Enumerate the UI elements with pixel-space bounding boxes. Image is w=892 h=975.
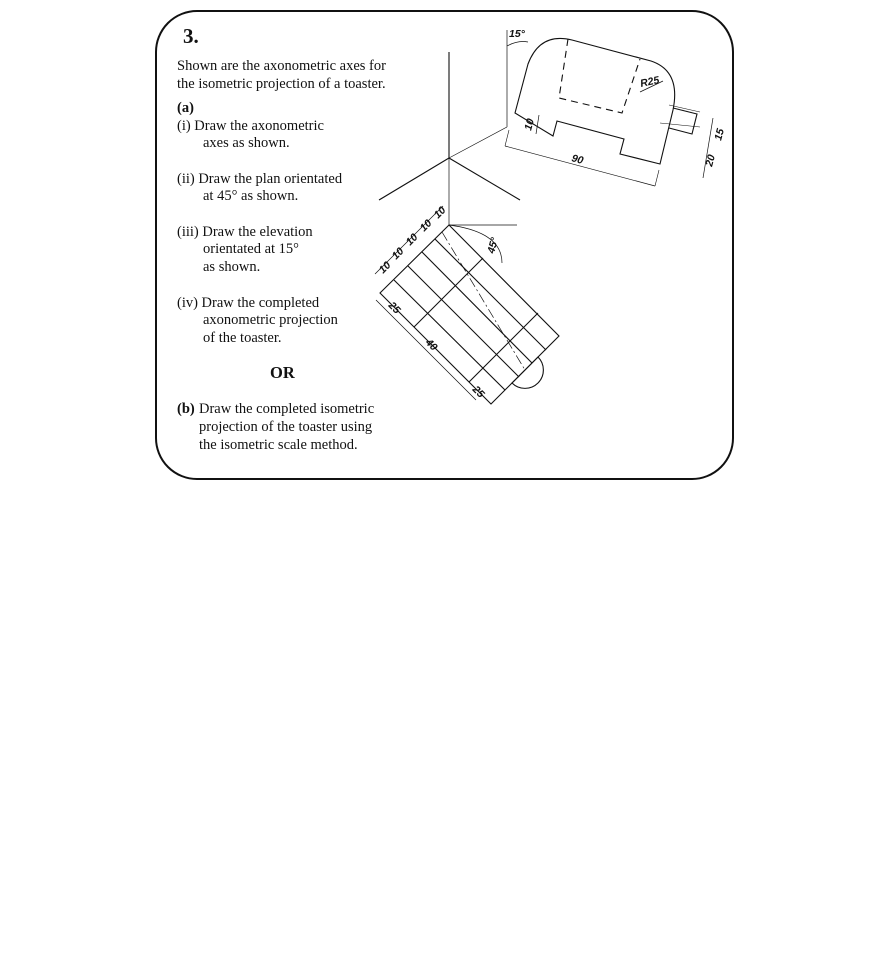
- or-label: OR: [270, 363, 295, 382]
- right-axis: [449, 158, 520, 200]
- part-b-line-3: the isometric scale method.: [199, 437, 358, 453]
- elevation-reference-line: [449, 127, 507, 158]
- lever-outline: [669, 108, 697, 134]
- lever-semicircle: [512, 357, 543, 388]
- part-b-label: (b): [177, 401, 195, 417]
- step-3-line-1: (iii) Draw the elevation: [177, 224, 313, 240]
- part-b-line-2: projection of the toaster using: [199, 419, 373, 435]
- step-2-line-2: at 45° as shown.: [203, 188, 299, 204]
- angle-arc-15: [507, 42, 528, 47]
- plan-centre-line: [442, 232, 525, 370]
- slot-dim-3: 10: [403, 231, 421, 249]
- axonometric-axes: [379, 52, 520, 225]
- question-number: 3.: [183, 24, 199, 48]
- elevation-angle-label: 15°: [509, 28, 525, 40]
- part-a-label: (a): [177, 100, 194, 116]
- slot-dim-5: 10: [431, 204, 449, 222]
- intro-line-1: Shown are the axonometric axes for: [177, 58, 386, 74]
- toaster-plan: [375, 206, 559, 404]
- step-1-line-1: (i) Draw the axonometric: [177, 118, 324, 134]
- step-4-line-3: of the toaster.: [203, 330, 282, 346]
- intro-line-2: the isometric projection of a toaster.: [177, 76, 386, 92]
- plan-angle-label: 45°: [485, 236, 502, 255]
- plan-dim-25-a: 25: [385, 299, 403, 317]
- slot-dim-4: 10: [417, 217, 435, 235]
- slot-dim-2: 10: [389, 245, 407, 263]
- part-b-line-1: Draw the completed isometric: [199, 401, 375, 417]
- step-3-line-3: as shown.: [203, 259, 261, 275]
- elevation-dim-90: 90: [570, 152, 585, 167]
- step-3-line-2: orientated at 15°: [203, 241, 299, 257]
- toaster-outline: [515, 38, 675, 164]
- plan-outline: [380, 225, 559, 404]
- radius-label: R25: [639, 74, 661, 90]
- plan-dim-40: 40: [422, 336, 440, 354]
- dimension-line-15-20: [703, 118, 713, 178]
- left-axis: [379, 158, 449, 200]
- elevation-dim-15: 15: [712, 127, 727, 142]
- dimension-line-10: [536, 115, 539, 134]
- elevation-dim-20: 20: [703, 153, 718, 168]
- hidden-slot-lines: [559, 39, 640, 113]
- step-4-line-1: (iv) Draw the completed: [177, 295, 320, 311]
- elevation-dim-10: 10: [522, 117, 537, 132]
- step-2-line-1: (ii) Draw the plan orientated: [177, 171, 343, 187]
- slot-dim-1: 10: [376, 259, 394, 277]
- step-4-line-2: axonometric projection: [203, 312, 338, 328]
- toaster-elevation: [505, 30, 713, 186]
- step-1-line-2: axes as shown.: [203, 135, 290, 151]
- plan-dim-25-b: 25: [469, 383, 487, 401]
